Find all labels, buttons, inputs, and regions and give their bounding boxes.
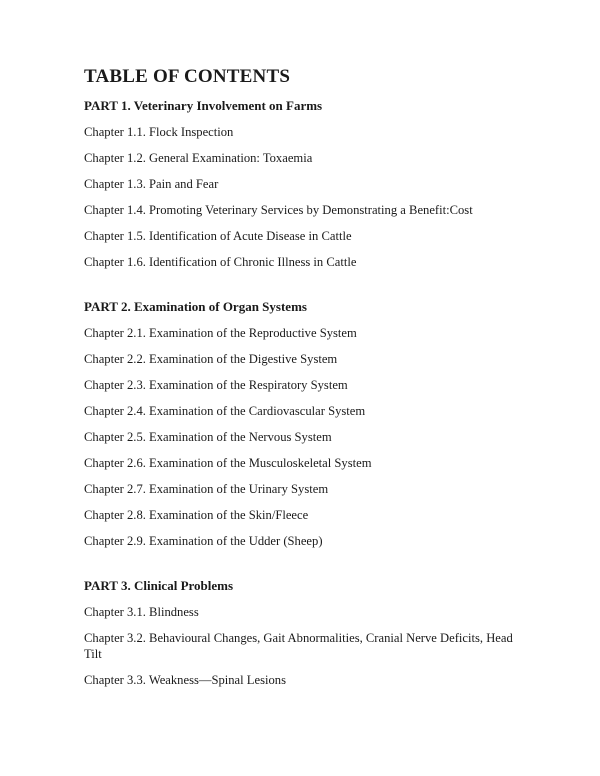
chapter-entry: Chapter 2.7. Examination of the Urinary System <box>84 482 329 496</box>
part-3 <box>84 578 524 688</box>
chapter-entry: Chapter 2.1. Examination of the Reproductive System <box>84 326 357 340</box>
chapter-entry: Chapter 2.6. Examination of the Musculoskeletal System <box>84 456 372 470</box>
part-1 <box>84 98 524 270</box>
chapter-entry: Chapter 2.2. Examination of the Digestive System <box>84 352 338 366</box>
chapter-entry: Chapter 3.3. Weakness—Spinal Lesions <box>84 673 286 687</box>
chapter-entry: Chapter 2.5. Examination of the Nervous System <box>84 430 332 444</box>
chapter-entry: Chapter 2.4. Examination of the Cardiovascular System <box>84 404 366 418</box>
part-2 <box>84 299 524 549</box>
chapter-entry: Chapter 2.8. Examination of the Skin/Fleece <box>84 508 309 522</box>
chapter-list <box>84 124 524 270</box>
chapter-entry: Chapter 1.1. Flock Inspection <box>84 125 234 139</box>
chapter-entry: Chapter 3.1. Blindness <box>84 605 199 619</box>
chapter-entry: Chapter 1.2. General Examination: Toxaemia <box>84 151 313 165</box>
chapter-entry: Chapter 1.4. Promoting Veterinary Services by Demonstrating a Benefit:Cost <box>84 203 473 217</box>
chapter-list <box>84 604 524 688</box>
chapter-entry: Chapter 1.5. Identification of Acute Disease in Cattle <box>84 229 352 243</box>
chapter-entry: Chapter 2.9. Examination of the Udder (Sheep) <box>84 534 323 548</box>
chapter-entry: Chapter 3.2. Behavioural Changes, Gait Abnormalities, Cranial Nerve Deficits, Head Tilt <box>84 631 513 661</box>
part-heading: PART 1. Veterinary Involvement on Farms <box>84 98 323 113</box>
chapter-entry: Chapter 1.6. Identification of Chronic Illness in Cattle <box>84 255 357 269</box>
chapter-entry: Chapter 1.3. Pain and Fear <box>84 177 219 191</box>
part-heading: PART 2. Examination of Organ Systems <box>84 299 307 314</box>
part-heading: PART 3. Clinical Problems <box>84 578 234 593</box>
page-title: TABLE OF CONTENTS <box>84 66 291 87</box>
toc-page <box>84 66 524 688</box>
chapter-list <box>84 325 524 549</box>
chapter-entry: Chapter 2.3. Examination of the Respiratory System <box>84 378 348 392</box>
